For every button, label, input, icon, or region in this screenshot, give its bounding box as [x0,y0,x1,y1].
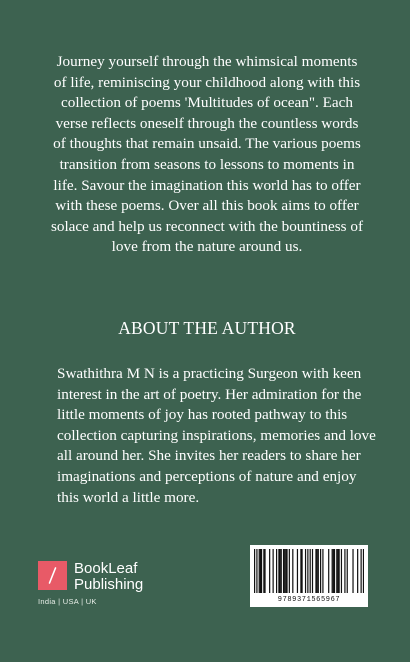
about-author-heading: ABOUT THE AUTHOR [118,318,296,338]
barcode-bar [344,549,345,593]
barcode-bar [260,549,261,593]
barcode-bar [341,549,342,593]
barcode-bar [310,549,311,593]
barcode-bar [279,549,280,593]
barcode-bar [320,549,321,593]
barcode-bar [286,549,287,593]
barcode-bar [361,549,362,593]
barcode-bar [357,549,358,593]
barcode-bar [339,549,340,593]
barcode-bar [284,549,285,593]
publisher-name [74,561,143,592]
barcode-bar [337,549,338,593]
isbn-number: 9789371565967 [277,596,341,604]
barcode-bar [256,549,257,593]
barcode-bar [254,549,255,593]
barcode-bar [317,549,318,593]
barcode-bar [292,549,293,593]
barcode-bar [297,549,298,593]
barcode-bars-icon [254,549,364,593]
barcode-bar [273,549,274,593]
slash-logo-icon [38,561,67,590]
barcode-bar [334,549,335,593]
barcode-bar [283,549,284,593]
barcode-bar [328,549,329,593]
publisher-name-line2: Publishing [74,576,144,593]
publisher-regions: India | USA | UK [38,597,97,606]
barcode-bar [259,549,260,593]
barcode-bar [276,549,277,593]
barcode-bar [261,549,262,593]
barcode-bar [347,549,348,593]
barcode-bar [300,549,301,593]
isbn-barcode [250,545,368,607]
barcode-bar [333,549,334,593]
barcode-bar [281,549,282,593]
barcode-bar [305,549,306,593]
barcode-bar [285,549,286,593]
barcode-bar [289,549,290,593]
barcode-bar [278,549,279,593]
author-bio: Swathithra M N is a practicing Surgeon with keen interest in the art of poetry. Her admiration for the little moments of joy has rooted pathway to this collection capturing inspirations, memories and love all around her. She invites her readers to share her imaginations and perceptions of nature and enjoy this world a little more. [57,365,376,506]
publisher-logo [38,561,178,611]
barcode-bar [312,549,313,593]
barcode-bar [269,549,270,593]
barcode-bar [322,549,323,593]
barcode-bar [263,549,264,593]
barcode-bar [352,549,353,593]
book-blurb: Journey yourself through the whimsical moments of life, reminiscing your childhood along with this collection of poems 'Multitudes of ocean". Each verse reflects oneself through the countless words of thoughts that remain unsaid. The various poems transition from seasons to lessons to moments in life. Savour the imagination this world has to offer with these poems. Over all this book aims to offer solace and help us reconnect with the bountiness of love from the nature around us. [50,53,364,256]
barcode-bar [264,549,265,593]
barcode-bar [336,549,337,593]
barcode-bar [301,549,302,593]
barcode-bar [315,549,316,593]
barcode-bar [318,549,319,593]
publisher-name-line1: BookLeaf [74,560,138,577]
barcode-bar [363,549,364,593]
barcode-bar [307,549,308,593]
barcode-bar [332,549,333,593]
